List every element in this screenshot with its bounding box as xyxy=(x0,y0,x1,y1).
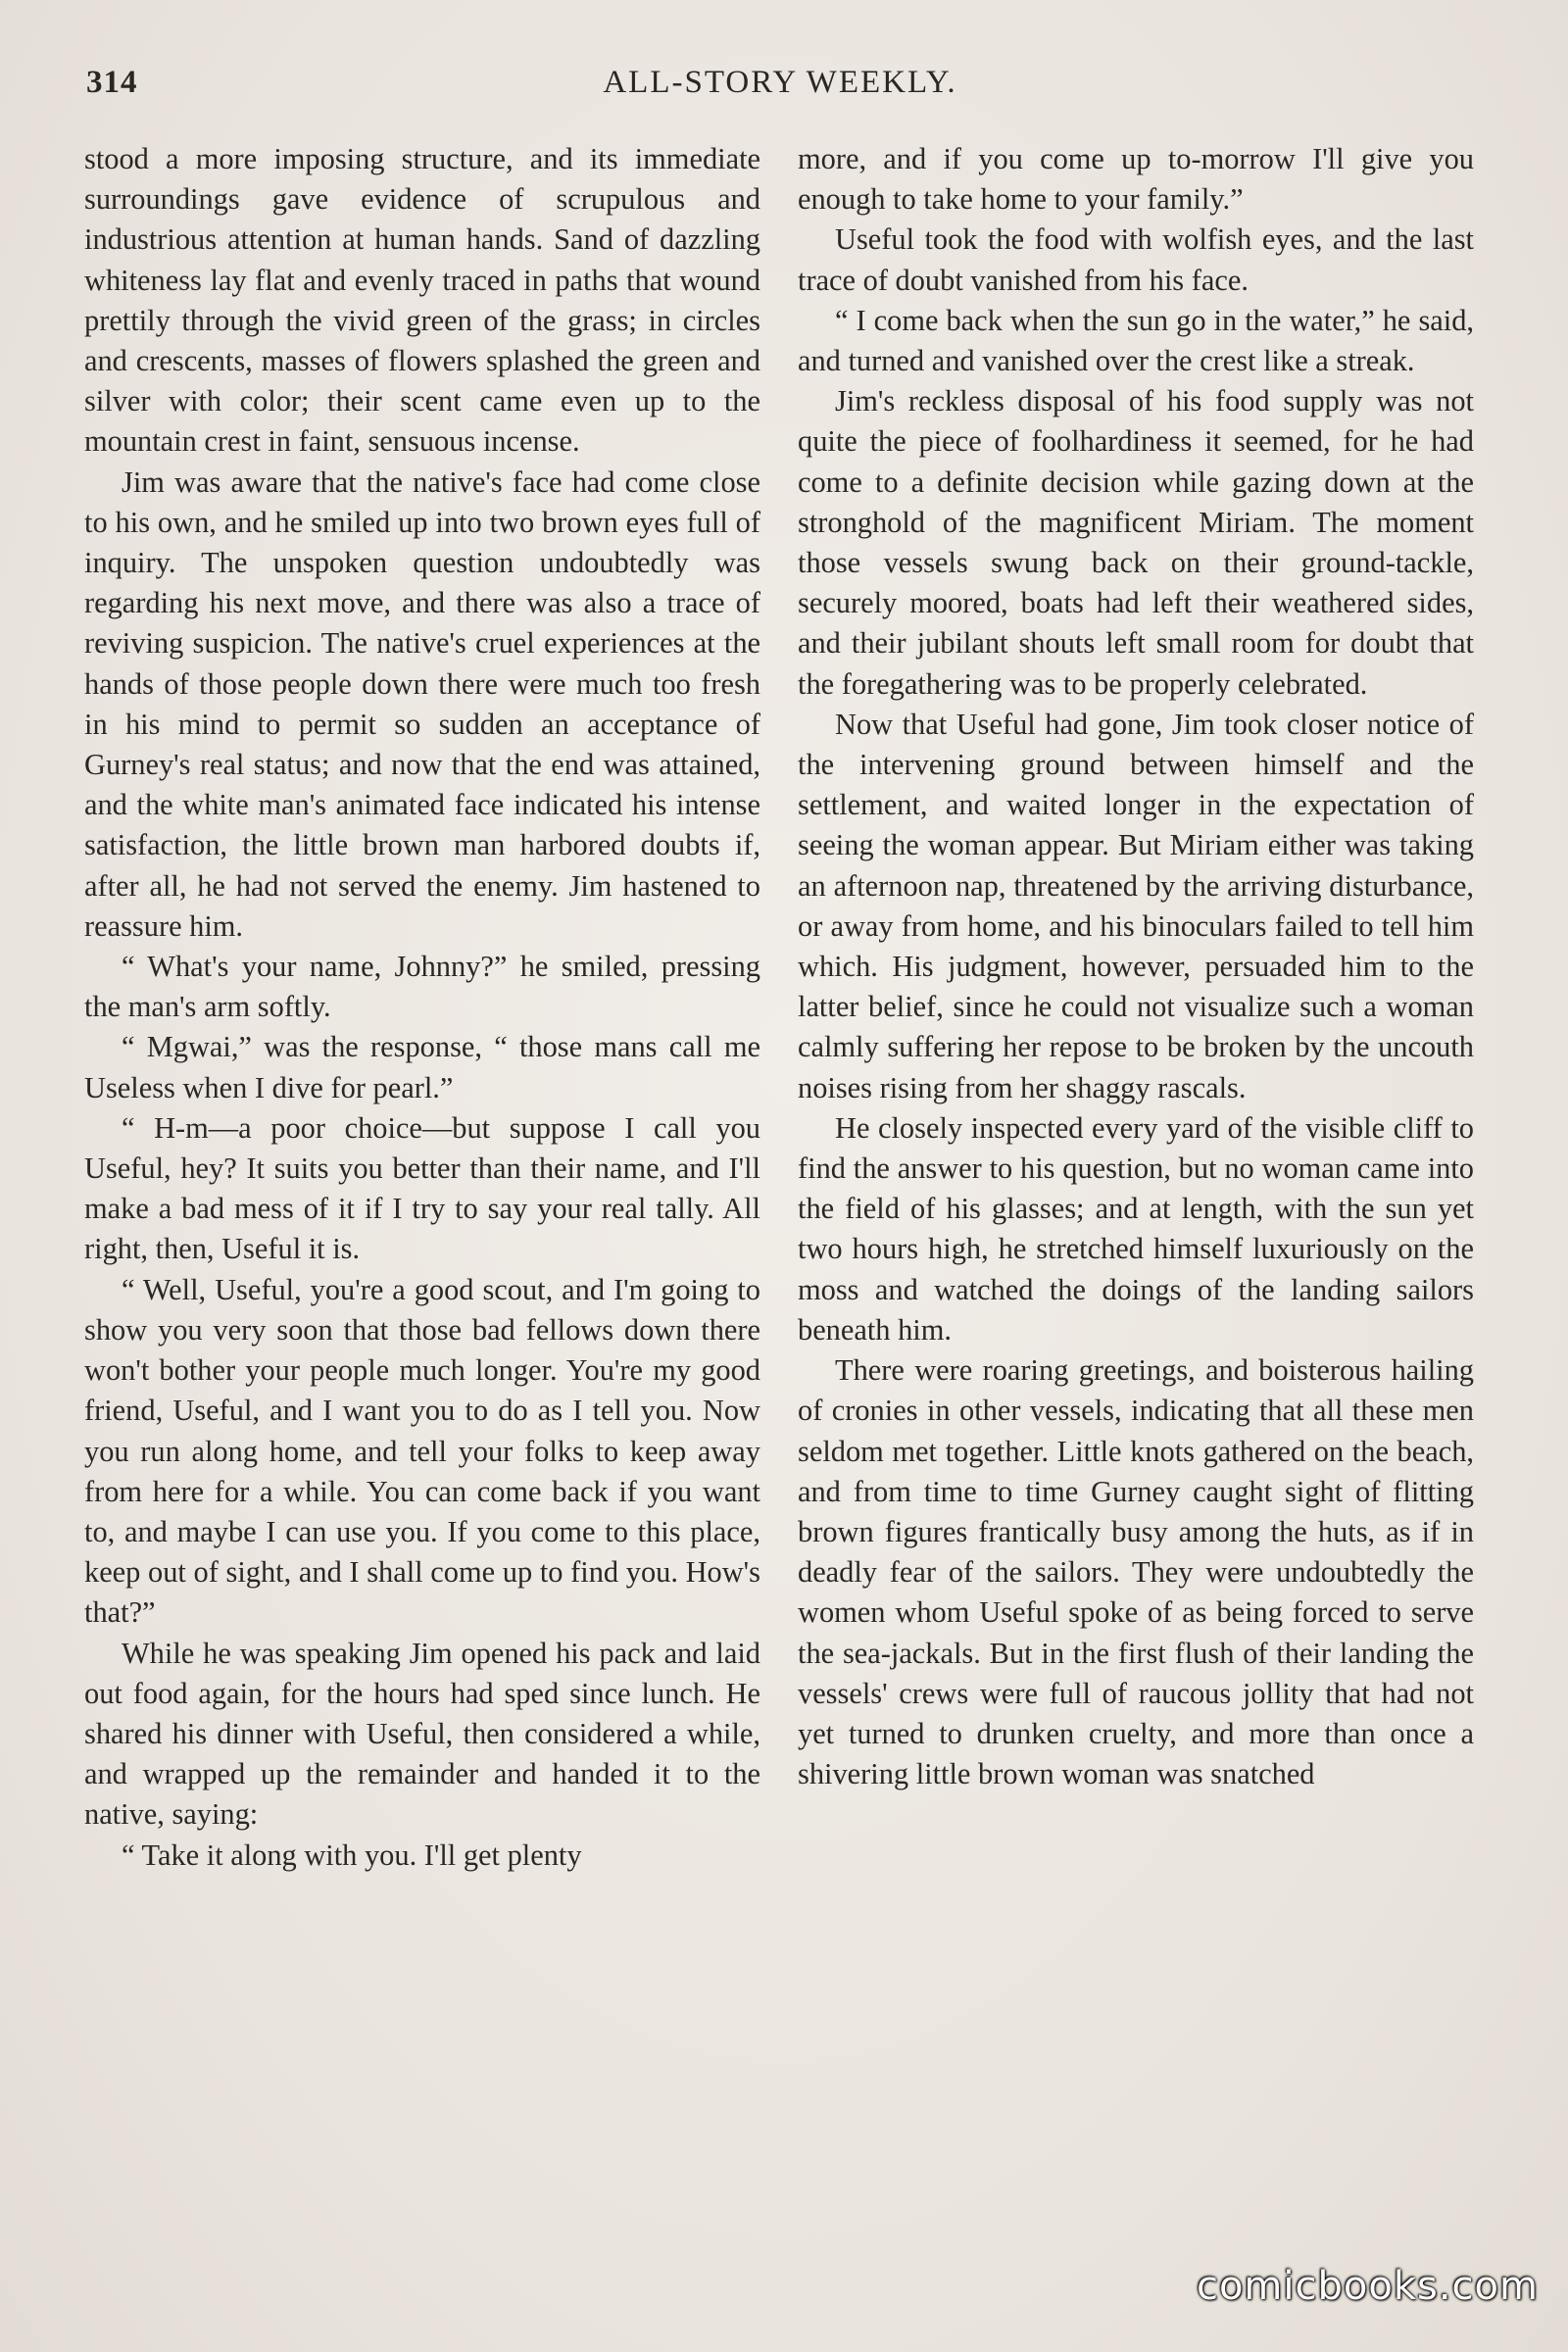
page-header xyxy=(86,65,1474,116)
right-column xyxy=(798,139,1474,2276)
left-column xyxy=(84,139,760,2276)
paragraph: Jim was aware that the native's face had come close to his own, and he smiled up into two brown eyes full of inquiry. The unspoken question undoubtedly was regarding his next move, and there was also a trace of reviving suspicion. The native's cruel experiences at the hands of those people down there were much too fresh in his mind to permit so sudden an acceptance of Gurney's real status; and now that the end was attained, and the white man's animated face indicated his intense satisfaction, the little brown man harbored doubts if, after all, he had not served the enemy. Jim hastened to reassure him. xyxy=(84,465,760,943)
paragraph: “ What's your name, Johnny?” he smiled, pressing the man's arm softly. xyxy=(84,950,760,1024)
paragraph: He closely inspected every yard of the visible cliff to find the answer to his question, but no woman came into the field of his glasses; and at length, with the sun yet two hours high, he stretched himself luxuriously on the moss and watched the doings of the landing sailors beneath him. xyxy=(798,1110,1474,1347)
paragraph: more, and if you come up to-morrow I'll give you enough to take home to your family.” xyxy=(798,142,1474,217)
paragraph: Now that Useful had gone, Jim took closer notice of the intervening ground between himself and the settlement, and waited longer in the expectation of seeing the woman appear. But Miriam either was taking an afternoon nap, threatened by the arriving disturbance, or away from home, and his binoculars failed to tell him which. His judgment, however, persuaded him to the latter belief, since he could not visualize such a woman calmly suffering her repose to be broken by the uncouth noises rising from her shaggy rascals. xyxy=(798,707,1474,1104)
paragraph: stood a more imposing structure, and its immediate surroundings gave evidence of scrupulous and industrious attention at human hands. Sand of dazzling whiteness lay flat and evenly traced in paths that wound prettily through the vivid green of the grass; in circles and crescents, masses of flowers splashed the green and silver with color; their scent came even up to the mountain crest in faint, sensuous incense. xyxy=(84,142,760,459)
paragraph: “ Mgwai,” was the response, “ those mans call me Useless when I dive for pearl.” xyxy=(84,1030,760,1104)
paragraph: “ H-m—a poor choice—but suppose I call you Useful, hey? It suits you better than their name, and I'll make a bad mess of it if I try to say your real tally. All right, then, Useful it is. xyxy=(84,1110,760,1266)
paragraph: “ Take it along with you. I'll get plenty xyxy=(122,1838,582,1872)
paragraph: Jim's reckless disposal of his food supply was not quite the piece of foolhardiness it seemed, for he had come to a definite decision while gazing down at the stronghold of the magnificent Miriam. The moment those vessels swung back on their ground-tackle, securely moored, boats had left their weathered sides, and their jubilant shouts left small room for doubt that the foregathering was to be properly celebrated. xyxy=(798,384,1474,701)
paragraph: There were roaring greetings, and boisterous hailing of cronies in other vessels, indicating that all these men seldom met together. Little knots gathered on the beach, and from time to time Gurney caught sight of flitting brown figures frantically busy among the huts, as if in deadly fear of the sailors. They were undoubtedly the women whom Useful spoke of as being forced to serve the sea-jackals. But in the first flush of their landing the vessels' crews were full of raucous jollity that had not yet turned to drunken cruelty, and more than once a shivering little brown woman was snatched xyxy=(798,1353,1474,1791)
paragraph: While he was speaking Jim opened his pack and laid out food again, for the hours had sped since lunch. He shared his dinner with Useful, then considered a while, and wrapped up the remainder and handed it to the native, saying: xyxy=(84,1636,760,1832)
page-number: 314 xyxy=(86,65,138,100)
paragraph: “ Well, Useful, you're a good scout, and I'm going to show you very soon that those bad fellows down there won't bother your people much longer. You're my good friend, Useful, and I want you to do as I tell you. Now you run along home, and tell your folks to keep away from here for a while. You can come back if you want to, and maybe I can use you. If you come to this place, keep out of sight, and I shall come up to find you. How's that?” xyxy=(84,1272,760,1630)
running-title: ALL-STORY WEEKLY. xyxy=(603,65,957,100)
text-columns xyxy=(84,139,1474,2276)
paragraph: Useful took the food with wolfish eyes, and the last trace of doubt vanished from his face. xyxy=(798,222,1474,297)
paragraph: “ I come back when the sun go in the water,” he said, and turned and vanished over the crest like a streak. xyxy=(798,303,1474,378)
watermark: comicbooks.com xyxy=(1196,2264,1539,2309)
